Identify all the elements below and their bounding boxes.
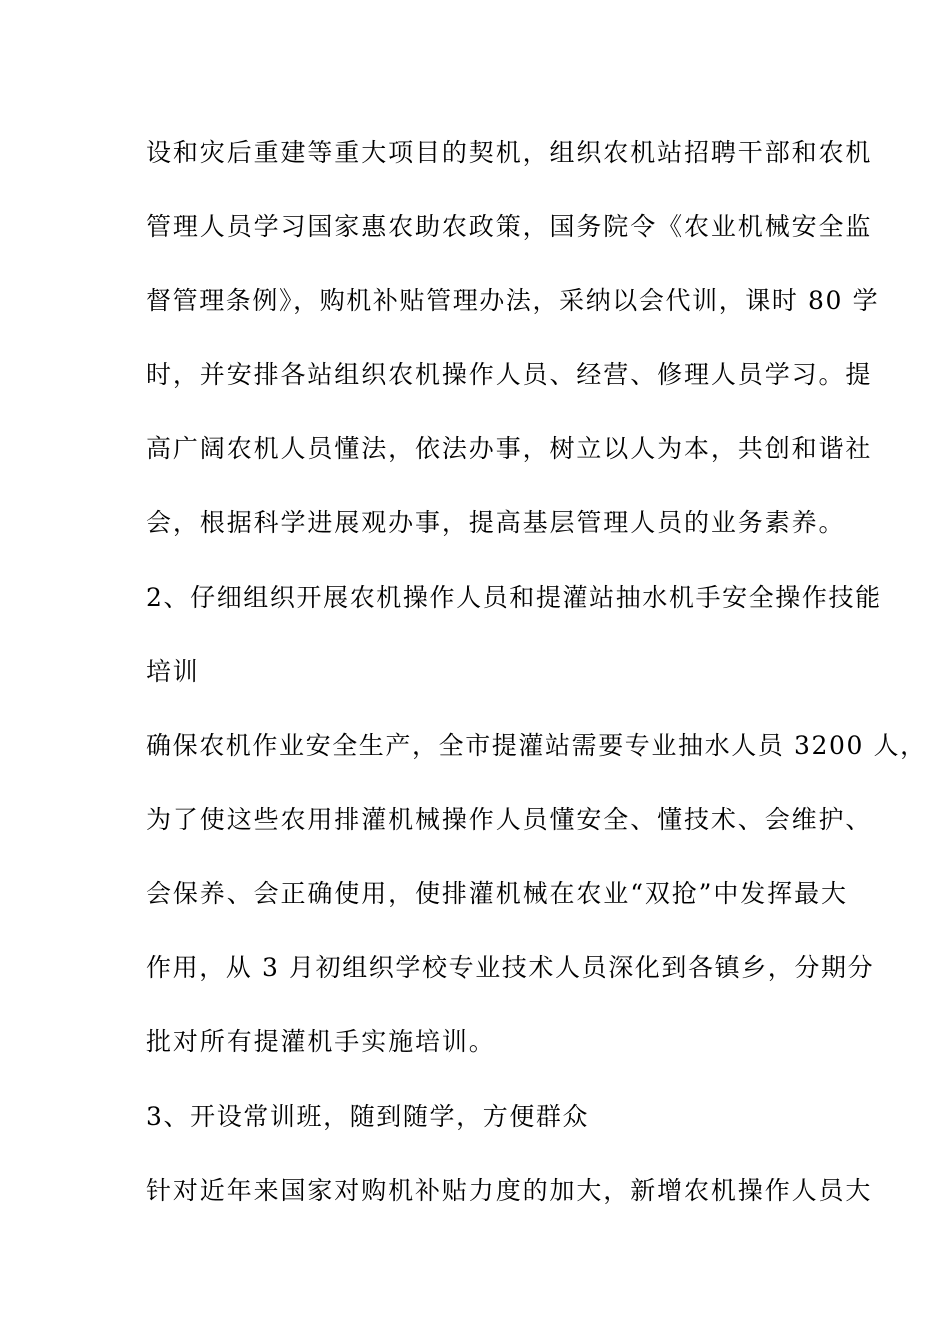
- paragraph-line: 针对近年来国家对购机补贴力度的加大，新增农机操作人员大: [146, 1176, 873, 1205]
- paragraph-line: 管理人员学习国家惠农助农政策，国务院令《农业机械安全监: [146, 212, 873, 241]
- paragraph-line: 作用，从 3 月初组织学校专业技术人员深化到各镇乡，分期分: [146, 953, 875, 982]
- section-heading: 2、仔细组织开展农机操作人员和提灌站抽水机手安全操作技能: [146, 583, 882, 612]
- section-heading: 3、开设常训班，随到随学，方便群众: [146, 1102, 590, 1131]
- section-heading-continuation: 培训: [146, 657, 200, 686]
- paragraph-line: 确保农机作业安全生产，全市提灌站需要专业抽水人员 3200 人，: [146, 731, 927, 760]
- paragraph-line: 为了使这些农用排灌机械操作人员懂安全、懂技术、会维护、: [146, 805, 873, 834]
- paragraph-line: 批对所有提灌机手实施培训。: [146, 1027, 496, 1056]
- paragraph-line: 会保养、会正确使用，使排灌机械在农业“双抢”中发挥最大: [146, 879, 848, 908]
- paragraph-line: 时，并安排各站组织农机操作人员、经营、修理人员学习。提: [146, 360, 873, 389]
- paragraph-line: 设和灾后重建等重大项目的契机，组织农机站招聘干部和农机: [146, 138, 873, 167]
- paragraph-line: 督管理条例》，购机补贴管理办法，采纳以会代训，课时 80 学: [146, 286, 880, 315]
- paragraph-line: 会，根据科学进展观办事，提高基层管理人员的业务素养。: [146, 508, 846, 537]
- paragraph-line: 高广阔农机人员懂法，依法办事，树立以人为本，共创和谐社: [146, 434, 873, 463]
